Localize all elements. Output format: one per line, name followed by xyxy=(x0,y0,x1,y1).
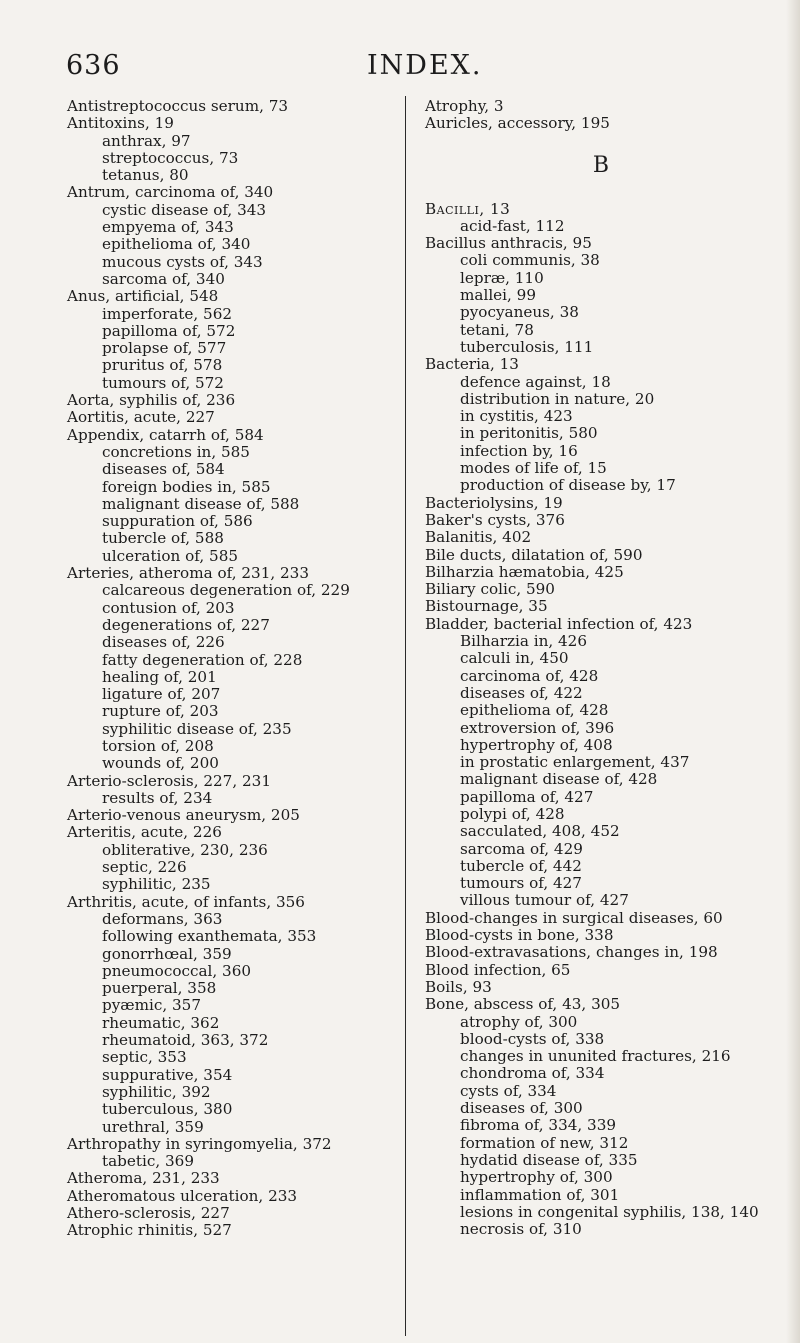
index-entry: Arterio-venous aneurysm, 205 xyxy=(67,806,300,825)
index-subentry: atrophy of, 300 xyxy=(460,1012,578,1031)
index-subentry: septic, 226 xyxy=(102,858,187,877)
index-subentry: inflammation of, 301 xyxy=(460,1185,620,1204)
index-entry: Bacteriolysins, 19 xyxy=(425,493,563,512)
index-entry: Antrum, carcinoma of, 340 xyxy=(67,183,274,202)
index-subentry: septic, 353 xyxy=(102,1048,187,1067)
index-subentry: pneumococcal, 360 xyxy=(102,961,252,980)
index-subentry: blood-cysts of, 338 xyxy=(460,1029,605,1048)
index-subentry: tubercle of, 442 xyxy=(460,856,582,875)
index-subentry: empyema of, 343 xyxy=(102,218,234,237)
index-subentry: rheumatic, 362 xyxy=(102,1013,220,1032)
index-entry: Arthritis, acute, of infants, 356 xyxy=(67,892,305,911)
index-subentry: imperforate, 562 xyxy=(102,304,233,323)
index-subentry: cystic disease of, 343 xyxy=(102,200,267,219)
index-subentry: sarcoma of, 429 xyxy=(460,839,583,858)
index-subentry: chondroma of, 334 xyxy=(460,1064,605,1083)
index-entry: Blood-changes in surgical diseases, 60 xyxy=(425,908,723,927)
index-subentry: tabetic, 369 xyxy=(102,1152,194,1171)
index-entry: Antitoxins, 19 xyxy=(67,114,174,133)
index-subentry: carcinoma of, 428 xyxy=(460,666,599,685)
index-subentry: healing of, 201 xyxy=(102,667,217,686)
index-subentry: epithelioma of, 428 xyxy=(460,701,609,720)
index-subentry: tubercle of, 588 xyxy=(102,529,224,548)
index-subentry: pyæmic, 357 xyxy=(102,996,201,1015)
index-subentry: tumours of, 572 xyxy=(102,373,224,392)
index-subentry: extroversion of, 396 xyxy=(460,718,615,737)
index-subentry: mucous cysts of, 343 xyxy=(102,252,263,271)
index-subentry: diseases of, 422 xyxy=(460,683,583,702)
index-subentry: Bilharzia in, 426 xyxy=(460,632,587,651)
index-entries-b xyxy=(425,201,797,1239)
index-subentry: lesions in congenital syphilis, 138, 140 xyxy=(460,1202,759,1221)
index-subentry: following exanthemata, 353 xyxy=(102,927,317,946)
index-subentry: urethral, 359 xyxy=(102,1117,204,1136)
index-entry: Bile ducts, dilatation of, 590 xyxy=(425,545,643,564)
page-header xyxy=(66,50,731,90)
index-entry: Bacteria, 13 xyxy=(425,355,519,374)
index-subentry: rheumatoid, 363, 372 xyxy=(102,1031,269,1050)
index-subentry: syphilitic disease of, 235 xyxy=(102,719,292,738)
index-subentry: concretions in, 585 xyxy=(102,442,250,461)
index-subentry: sarcoma of, 340 xyxy=(102,269,225,288)
index-subentry: tuberculosis, 111 xyxy=(460,337,594,356)
index-entry: Arthropathy in syringomyelia, 372 xyxy=(67,1134,332,1153)
index-subentry: prolapse of, 577 xyxy=(102,339,227,358)
index-entry: Atheroma, 231, 233 xyxy=(67,1169,220,1188)
index-subentry: lepræ, 110 xyxy=(460,268,544,287)
index-subentry: foreign bodies in, 585 xyxy=(102,477,271,496)
index-subentry: modes of life of, 15 xyxy=(460,459,607,478)
index-subentry: tuberculous, 380 xyxy=(102,1100,233,1119)
index-entry: Aortitis, acute, 227 xyxy=(67,408,215,427)
index-entry: Boils, 93 xyxy=(425,977,492,996)
index-subentry: necrosis of, 310 xyxy=(460,1220,582,1239)
index-subentry: anthrax, 97 xyxy=(102,131,191,150)
index-subentry: defence against, 18 xyxy=(460,372,611,391)
index-subentry: syphilitic, 235 xyxy=(102,875,211,894)
index-subentry: production of disease by, 17 xyxy=(460,476,676,495)
index-column-left xyxy=(67,98,397,1240)
index-entry: Arterio-sclerosis, 227, 231 xyxy=(67,771,271,790)
index-subentry: mallei, 99 xyxy=(460,286,536,305)
index-entry: Anus, artificial, 548 xyxy=(67,287,219,306)
index-entry: Atrophy, 3 xyxy=(425,97,504,115)
index-entry: Bladder, bacterial infection of, 423 xyxy=(425,614,693,633)
index-entry: Baker's cysts, 376 xyxy=(425,510,565,529)
index-subentry: obliterative, 230, 236 xyxy=(102,840,268,859)
index-column-right xyxy=(425,98,797,1238)
index-subentry: diseases of, 226 xyxy=(102,633,225,652)
index-subentry: hydatid disease of, 335 xyxy=(460,1150,638,1169)
index-subentry: papilloma of, 572 xyxy=(102,321,236,340)
index-subentry: infection by, 16 xyxy=(460,441,578,460)
index-subentry: hypertrophy of, 300 xyxy=(460,1168,613,1187)
index-entry: Blood infection, 65 xyxy=(425,960,571,979)
column-divider xyxy=(405,96,406,1336)
index-subentry: wounds of, 200 xyxy=(102,754,219,773)
index-subentry: fibroma of, 334, 339 xyxy=(460,1116,617,1135)
index-entries-a-continued xyxy=(425,98,797,133)
index-subentry: acid-fast, 112 xyxy=(460,216,565,235)
index-subentry: fatty degeneration of, 228 xyxy=(102,650,303,669)
index-entry: Arteritis, acute, 226 xyxy=(67,823,222,842)
index-entry: Aorta, syphilis of, 236 xyxy=(67,391,236,410)
index-entry: Biliary colic, 590 xyxy=(425,580,555,599)
index-subentry: papilloma of, 427 xyxy=(460,787,594,806)
index-entry: Blood-extravasations, changes in, 198 xyxy=(425,943,718,962)
index-subentry: gonorrhœal, 359 xyxy=(102,944,232,963)
index-entry: Bacilli, 13 xyxy=(425,199,511,218)
index-subentry: malignant disease of, 428 xyxy=(460,770,658,789)
index-subentry: in cystitis, 423 xyxy=(460,407,573,426)
index-subentry: tetanus, 80 xyxy=(102,166,189,185)
index-entry: Bilharzia hæmatobia, 425 xyxy=(425,562,624,581)
index-subentry: rupture of, 203 xyxy=(102,702,219,721)
index-subentry: tumours of, 427 xyxy=(460,874,582,893)
index-subentry: results of, 234 xyxy=(102,788,213,807)
index-entry: Bacillus anthracis, 95 xyxy=(425,234,592,253)
index-subentry: formation of new, 312 xyxy=(460,1133,629,1152)
index-subentry: diseases of, 300 xyxy=(460,1099,583,1118)
index-subentry: ligature of, 207 xyxy=(102,685,221,704)
index-entry: Bistournage, 35 xyxy=(425,597,548,616)
index-subentry: calcareous degeneration of, 229 xyxy=(102,581,350,600)
index-entry: Atrophic rhinitis, 527 xyxy=(67,1221,232,1240)
index-subentry: malignant disease of, 588 xyxy=(102,494,300,513)
index-subentry: ulceration of, 585 xyxy=(102,546,239,565)
index-subentry: calculi in, 450 xyxy=(460,649,569,668)
index-subentry: sacculated, 408, 452 xyxy=(460,822,620,841)
index-entry: Athero-sclerosis, 227 xyxy=(67,1204,230,1222)
index-subentry: torsion of, 208 xyxy=(102,736,214,755)
index-subentry: villous tumour of, 427 xyxy=(460,891,629,910)
index-subentry: diseases of, 584 xyxy=(102,460,225,479)
index-subentry: suppuration of, 586 xyxy=(102,512,253,531)
running-title: INDEX. xyxy=(367,50,483,81)
index-entry: Appendix, catarrh of, 584 xyxy=(67,425,264,444)
index-entry: Balanitis, 402 xyxy=(425,528,532,547)
index-entry: Atheromatous ulceration, 233 xyxy=(67,1186,298,1205)
index-entry: Arteries, atheroma of, 231, 233 xyxy=(67,564,309,583)
index-entry: Blood-cysts in bone, 338 xyxy=(425,926,614,945)
index-subentry: hypertrophy of, 408 xyxy=(460,735,613,754)
index-subentry: puerperal, 358 xyxy=(102,979,217,998)
index-subentry: coli communis, 38 xyxy=(460,251,600,270)
index-subentry: in peritonitis, 580 xyxy=(460,424,598,443)
index-subentry: degenerations of, 227 xyxy=(102,615,270,634)
index-subentry: cysts of, 334 xyxy=(460,1081,557,1100)
section-letter-heading: B xyxy=(592,152,610,178)
index-subentry: pyocyaneus, 38 xyxy=(460,303,579,322)
index-subentry: distribution in nature, 20 xyxy=(460,389,655,408)
index-entry: Antistreptococcus serum, 73 xyxy=(67,97,289,115)
index-entry: Auricles, accessory, 195 xyxy=(425,114,610,133)
index-subentry: tetani, 78 xyxy=(460,320,534,339)
index-subentry: epithelioma of, 340 xyxy=(102,235,251,254)
index-subentry: streptococcus, 73 xyxy=(102,148,239,167)
index-subentry: pruritus of, 578 xyxy=(102,356,223,375)
index-subentry: suppurative, 354 xyxy=(102,1065,233,1084)
index-entry: Bone, abscess of, 43, 305 xyxy=(425,995,621,1014)
index-subentry: syphilitic, 392 xyxy=(102,1082,211,1101)
index-subentry: polypi of, 428 xyxy=(460,804,565,823)
index-subentry: contusion of, 203 xyxy=(102,598,235,617)
page-number: 636 xyxy=(66,50,121,81)
index-subentry: deformans, 363 xyxy=(102,909,223,928)
index-subentry: in prostatic enlargement, 437 xyxy=(460,753,690,772)
index-subentry: changes in ununited fractures, 216 xyxy=(460,1047,731,1066)
